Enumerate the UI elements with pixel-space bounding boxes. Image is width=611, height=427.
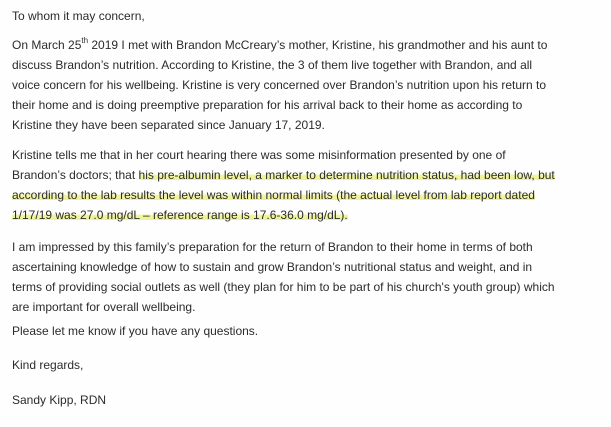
salutation: To whom it may concern, [12,9,145,23]
paragraph-line [12,165,602,185]
paragraph-line [12,35,602,55]
paragraph-line [12,205,602,225]
signature: Sandy Kipp, RDN [12,393,107,407]
paragraph-family-preparation [12,237,602,317]
closing: Kind regards, [12,358,84,372]
highlighted-text: according to the lab results the level was within normal limits (the actual level from lab report dated [12,188,535,202]
paragraph-line: ascertaining knowledge of how to sustain and grow Brandon’s nutritional status and weight, and in [12,260,533,274]
highlighted-text: his pre-albumin level, a marker to determine nutrition status, had been low, but [138,168,555,182]
paragraph-line: discuss Brandon’s nutrition. According to Kristine, the 3 of them live together with Brandon, and all [12,58,533,72]
paragraph-line: Kristine tells me that in her court hearing there was some misinformation presented by one of [12,148,506,162]
text-run: On March 25 [12,38,82,52]
paragraph-line: are important for overall wellbeing. [12,300,196,314]
paragraph-questions: Please let me know if you have any questions. [12,324,259,338]
paragraph-line [12,185,602,205]
highlighted-text: 1/17/19 was 27.0 mg/dL – reference range is 17.6-36.0 mg/dL). [12,208,348,222]
paragraph-line: voice concern for his wellbeing. Kristine is very concerned over Brandon’s nutrition upon his return to [12,78,547,92]
paragraph-court-hearing [12,145,602,225]
paragraph-meeting [12,35,602,135]
paragraph-line: terms of providing social outlets as well (they plan for him to be part of his church's youth group) which [12,280,555,294]
paragraph-line: I am impressed by this family’s preparation for the return of Brandon to their home in terms of both [12,240,533,254]
text-run: Brandon’s doctors; that [12,168,139,182]
paragraph-line: their home and is doing preemptive preparation for his arrival back to their home as according to [12,98,523,112]
paragraph-line: Kristine they have been separated since January 17, 2019. [12,118,325,132]
text-run: 2019 I met with Brandon McCreary’s mother, Kristine, his grandmother and his aunt to [88,38,548,52]
ordinal-suffix: th [81,36,89,45]
